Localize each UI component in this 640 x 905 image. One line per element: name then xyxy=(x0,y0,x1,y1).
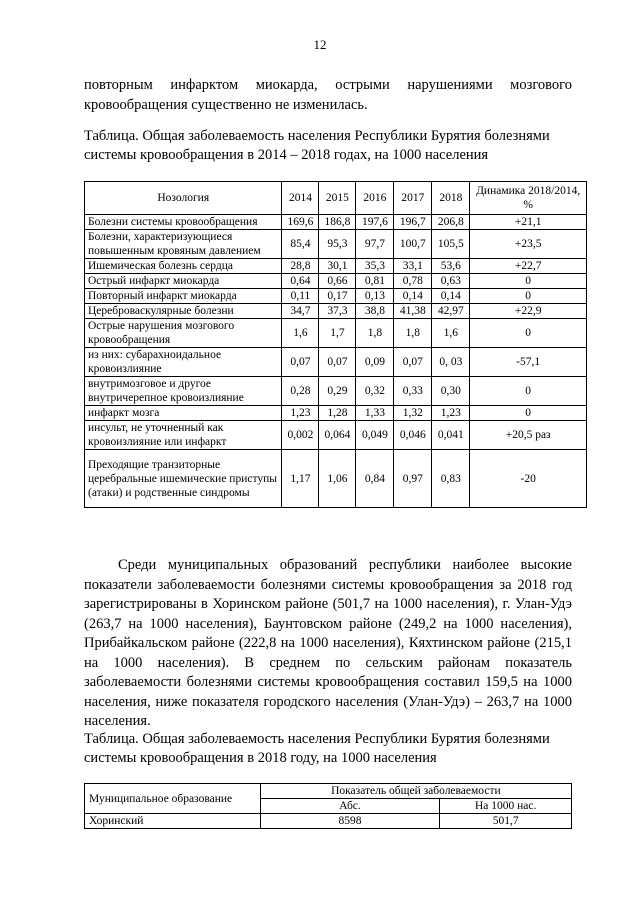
value-cell: 169,6 xyxy=(282,215,319,230)
abs-cell: 8598 xyxy=(260,814,440,829)
value-cell: 0,84 xyxy=(356,450,394,508)
table-row xyxy=(85,348,587,377)
nosology-cell: Преходящие транзиторные церебральные ишемические приступы (атаки) и родственные синдромы xyxy=(85,450,282,508)
table-row xyxy=(85,274,587,289)
value-cell: 34,7 xyxy=(282,304,319,319)
table-row xyxy=(85,319,587,348)
value-cell: 196,7 xyxy=(394,215,432,230)
body-paragraph: Среди муниципальных образований республики наиболее высокие показатели заболеваемости болезнями системы кровообращения за 2018 год зарегистрированы в Хоринском районе (501,7 на 1000 населения), г. Улан-Удэ (263,7 на 1000 населения), Баунтовском районе (249,2 на 1000 населения), Прибайкальском районе (222,8 на 1000 населения), Кяхтинском районе (215,1 на 1000 населения). В среднем по сельским районам показатель заболеваемости болезнями системы кровообращения составил 159,5 на 1000 населения, ниже показателя городского населения (Улан-Удэ) – 263,7 на 1000 населения. xyxy=(84,557,572,729)
value-cell: 0,14 xyxy=(432,289,470,304)
dynamics-cell: +22,7 xyxy=(470,259,587,274)
value-cell: 42,97 xyxy=(432,304,470,319)
nosology-cell: Цереброваскулярные болезни xyxy=(85,304,282,319)
dynamics-cell: +22,9 xyxy=(470,304,587,319)
table-row xyxy=(85,421,587,450)
value-cell: 1,8 xyxy=(356,319,394,348)
header-per-1000: На 1000 нас. xyxy=(440,799,572,814)
value-cell: 0,07 xyxy=(394,348,432,377)
table-row xyxy=(85,289,587,304)
value-cell: 0,07 xyxy=(319,348,356,377)
value-cell: 0,63 xyxy=(432,274,470,289)
table-row xyxy=(85,406,587,421)
dynamics-cell: +23,5 xyxy=(470,230,587,259)
value-cell: 85,4 xyxy=(282,230,319,259)
value-cell: 1,6 xyxy=(282,319,319,348)
header-year: 2016 xyxy=(356,182,394,215)
table-row xyxy=(85,259,587,274)
table-row xyxy=(85,377,587,406)
value-cell: 0,17 xyxy=(319,289,356,304)
value-cell: 0,32 xyxy=(356,377,394,406)
municipality-morbidity-table xyxy=(84,783,572,829)
value-cell: 0,30 xyxy=(432,377,470,406)
table-row xyxy=(85,450,587,508)
value-cell: 0,14 xyxy=(394,289,432,304)
value-cell: 0,002 xyxy=(282,421,319,450)
intro-paragraph: повторным инфарктом миокарда, острыми нарушениями мозгового кровообращения существенно не изменилась. xyxy=(84,77,572,113)
value-cell: 186,8 xyxy=(319,215,356,230)
value-cell: 0,064 xyxy=(319,421,356,450)
value-cell: 0,041 xyxy=(432,421,470,450)
value-cell: 0,046 xyxy=(394,421,432,450)
value-cell: 0,33 xyxy=(394,377,432,406)
value-cell: 1,7 xyxy=(319,319,356,348)
nosology-cell: Болезни системы кровообращения xyxy=(85,215,282,230)
dynamics-cell: +20,5 раз xyxy=(470,421,587,450)
value-cell: 1,06 xyxy=(319,450,356,508)
nosology-cell: из них: субарахноидальное кровоизлияние xyxy=(85,348,282,377)
value-cell: 1,8 xyxy=(394,319,432,348)
value-cell: 0,66 xyxy=(319,274,356,289)
value-cell: 0,29 xyxy=(319,377,356,406)
dynamics-cell: 0 xyxy=(470,377,587,406)
dynamics-cell: 0 xyxy=(470,319,587,348)
header-year: 2017 xyxy=(394,182,432,215)
table-header-row xyxy=(85,784,572,799)
dynamics-cell: 0 xyxy=(470,274,587,289)
value-cell: 1,6 xyxy=(432,319,470,348)
value-cell: 206,8 xyxy=(432,215,470,230)
municipality-cell: Хоринский xyxy=(85,814,261,829)
value-cell: 0,97 xyxy=(394,450,432,508)
value-cell: 97,7 xyxy=(356,230,394,259)
dynamics-cell: +21,1 xyxy=(470,215,587,230)
value-cell: 1,23 xyxy=(432,406,470,421)
value-cell: 0,64 xyxy=(282,274,319,289)
header-year: 2015 xyxy=(319,182,356,215)
value-cell: 41,38 xyxy=(394,304,432,319)
value-cell: 33,1 xyxy=(394,259,432,274)
value-cell: 53,6 xyxy=(432,259,470,274)
value-cell: 105,5 xyxy=(432,230,470,259)
value-cell: 0, 03 xyxy=(432,348,470,377)
value-cell: 0,07 xyxy=(282,348,319,377)
table-row xyxy=(85,230,587,259)
value-cell: 0,28 xyxy=(282,377,319,406)
value-cell: 0,049 xyxy=(356,421,394,450)
value-cell: 0,83 xyxy=(432,450,470,508)
value-cell: 197,6 xyxy=(356,215,394,230)
value-cell: 0,81 xyxy=(356,274,394,289)
per-1000-cell: 501,7 xyxy=(440,814,572,829)
table-row xyxy=(85,304,587,319)
header-indicator: Показатель общей заболеваемости xyxy=(260,784,571,799)
value-cell: 95,3 xyxy=(319,230,356,259)
value-cell: 38,8 xyxy=(356,304,394,319)
dynamics-cell: -57,1 xyxy=(470,348,587,377)
nosology-cell: Острый инфаркт миокарда xyxy=(85,274,282,289)
value-cell: 35,3 xyxy=(356,259,394,274)
value-cell: 1,23 xyxy=(282,406,319,421)
value-cell: 100,7 xyxy=(394,230,432,259)
value-cell: 0,78 xyxy=(394,274,432,289)
value-cell: 37,3 xyxy=(319,304,356,319)
nosology-cell: инфаркт мозга xyxy=(85,406,282,421)
value-cell: 30,1 xyxy=(319,259,356,274)
value-cell: 0,13 xyxy=(356,289,394,304)
header-municipality: Муниципальное образование xyxy=(85,784,261,814)
dynamics-cell: 0 xyxy=(470,289,587,304)
table2-caption: Таблица. Общая заболеваемость населения Республики Бурятия болезнями системы кровообращения в 2018 году, на 1000 населения xyxy=(84,731,550,766)
table-header-row xyxy=(85,182,587,215)
header-year: 2018 xyxy=(432,182,470,215)
header-abs: Абс. xyxy=(260,799,440,814)
dynamics-cell: 0 xyxy=(470,406,587,421)
nosology-cell: Острые нарушения мозгового кровообращения xyxy=(85,319,282,348)
value-cell: 28,8 xyxy=(282,259,319,274)
value-cell: 0,09 xyxy=(356,348,394,377)
morbidity-table-2014-2018 xyxy=(84,181,587,508)
table-row xyxy=(85,814,572,829)
nosology-cell: внутримозговое и другое внутричерепное кровоизлияние xyxy=(85,377,282,406)
table1-caption: Таблица. Общая заболеваемость населения Республики Бурятия болезнями системы кровообращения в 2014 – 2018 годах, на 1000 населения xyxy=(84,128,550,163)
value-cell: 1,28 xyxy=(319,406,356,421)
value-cell: 0,11 xyxy=(282,289,319,304)
header-year: 2014 xyxy=(282,182,319,215)
nosology-cell: инсульт, не уточненный как кровоизлияние или инфаркт xyxy=(85,421,282,450)
page-number: 12 xyxy=(313,37,327,52)
table-row xyxy=(85,215,587,230)
header-nosology: Нозология xyxy=(85,182,282,215)
nosology-cell: Болезни, характеризующиеся повышенным кровяным давлением xyxy=(85,230,282,259)
value-cell: 1,32 xyxy=(394,406,432,421)
value-cell: 1,17 xyxy=(282,450,319,508)
header-dynamics: Динамика 2018/2014, % xyxy=(470,182,587,215)
value-cell: 1,33 xyxy=(356,406,394,421)
nosology-cell: Ишемическая болезнь сердца xyxy=(85,259,282,274)
nosology-cell: Повторный инфаркт миокарда xyxy=(85,289,282,304)
dynamics-cell: -20 xyxy=(470,450,587,508)
